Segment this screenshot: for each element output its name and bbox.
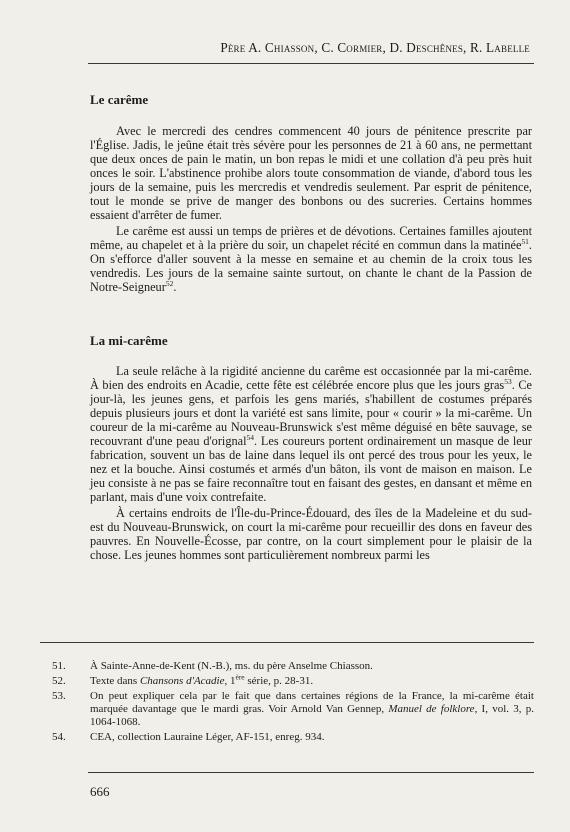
- page-number: 666: [90, 784, 110, 799]
- footnote: 51. À Sainte-Anne-de-Kent (N.-B.), ms. du père Anselme Chiasson.: [52, 660, 373, 672]
- paragraph: À certains endroits de l'Île-du-Prince-Édouard, des îles de la Madeleine et du sud-est du Nouveau-Brunswick, on court la mi-carême pour recueillir des dons en faveur des pauvres. En Nouvelle-Écosse, par contre, on la court simplement pour le plaisir de la chose. Les jeunes hommes sont particulièrement nombreux parmi les: [90, 506, 532, 562]
- footnote: 54. CEA, collection Lauraine Léger, AF-151, enreg. 934.: [52, 731, 325, 743]
- section-heading-careme: Le carême: [90, 92, 149, 107]
- paragraph: Le carême est aussi un temps de prières et de dévotions. Certaines familles ajoutent même, au chapelet et à la prière du soir, un chapelet récité en commun dans la matinée$^{51}$. On s'efforce d'aller souvent à la messe en semaine et au chemin de la croix tous les vendredis. Les jours de la semaine sainte surtout, on chante le chant de la Passion de Notre-Seigneur$^{52}$.: [90, 224, 532, 294]
- footnote: 53. On peut expliquer cela par le fait que dans certaines régions de la France, la mi-carême était marquée davantage que le mardi gras. Voir Arnold Van Gennep, Manuel de folklore, I, vol. 3, p. 1064-1068.: [52, 690, 534, 728]
- footnote-ref: 54: [246, 432, 255, 442]
- footnote-rule: [40, 642, 534, 643]
- running-header: Père A. Chiasson, C. Cormier, D. Deschênes, R. Labelle: [220, 40, 530, 55]
- footnote-ref: 51: [521, 236, 529, 246]
- section-body-mi-careme: [90, 364, 532, 562]
- bottom-rule: [88, 772, 534, 773]
- section-body-careme: [90, 124, 532, 294]
- header-rule: [88, 63, 534, 64]
- footnote-ref: 53: [504, 376, 512, 386]
- footnote: 52. Texte dans Chansons d'Acadie, 1ère série, p. 28-31.: [52, 672, 314, 687]
- footnote-ref: 52: [165, 278, 174, 288]
- section-heading-mi-careme: La mi-carême: [90, 333, 168, 348]
- footnotes: [52, 660, 534, 746]
- paragraph: Avec le mercredi des cendres commencent 40 jours de pénitence prescrite par l'Église. Jadis, le jeûne était très sévère pour les personnes de 21 à 60 ans, ne permettant que deux onces de pain le matin, un bon repas le midi et une collation d'à peu près huit onces le soir. L'abstinence prohibe alors toute consommation de viande, d'abord tous les jours de la semaine, puis les mercredis et vendredis seulement. Par esprit de pénitence, tout le monde se prive de manger des bonbons ou des sucreries. Certains hommes essaient d'arrêter de fumer.: [90, 124, 532, 222]
- paragraph: La seule relâche à la rigidité ancienne du carême est occasionnée par la mi-carême. À bien des endroits en Acadie, cette fête est célébrée encore plus que les jours gras$^{53}$. Ce jour-là, les jeunes gens, et parfois les gens mariés, s'habillent de costumes préparés depuis plusieurs jours et dont la variété est sans limite, pour « courir » la mi-carême. Un coureur de la mi-carême au Nouveau-Brunswick s'est même déguisé en bête sauvage, se recouvrant d'une peau d'orignal$^{54}$. Les coureurs portent ordinairement un masque de leur fabrication, souvent un bas de laine dans lequel ils ont percé des trous pour les yeux, le nez et la bouche. Ainsi costumés et armés d'un bâton, ils vont de maison en maison. Le jeu consiste à ne pas se faire reconnaître tout en faisant des gestes, en dansant et même en parlant, mais d'une voix contrefaite.: [90, 364, 533, 504]
